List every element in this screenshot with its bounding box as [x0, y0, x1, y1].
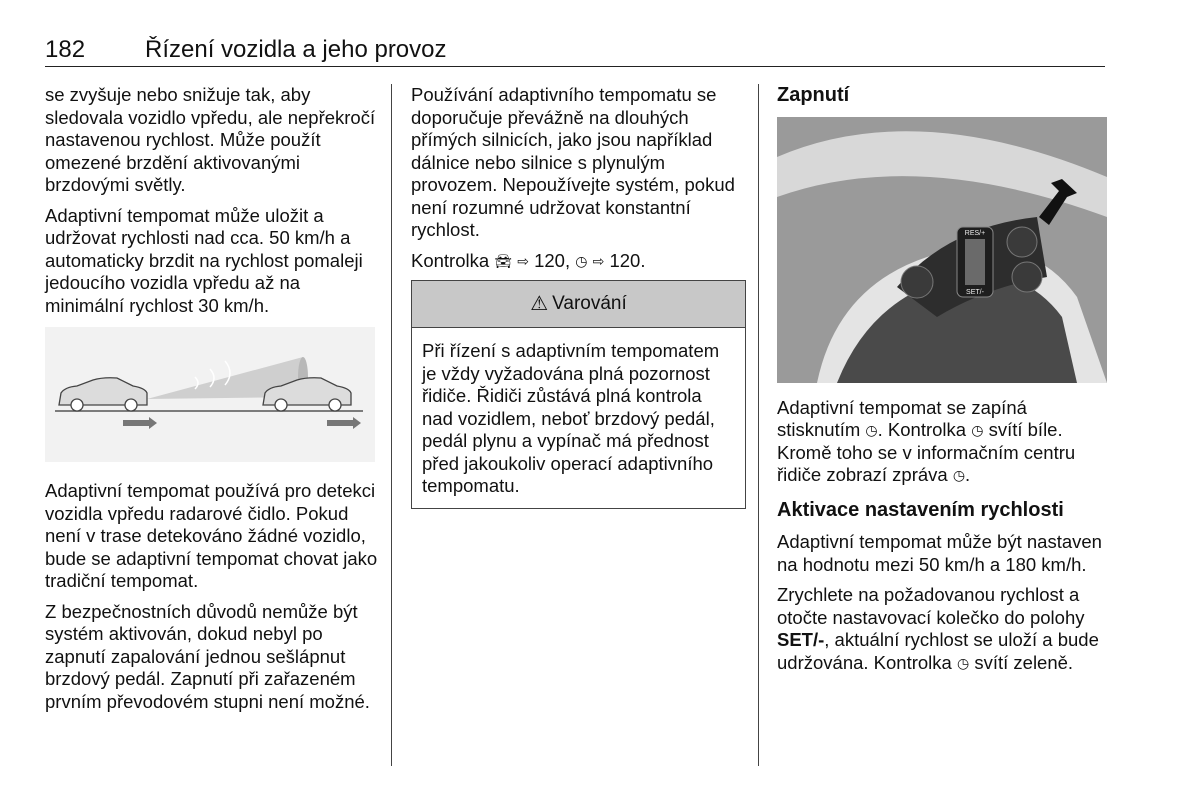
set-minus-label: SET/-: [777, 629, 825, 650]
adaptive-cruise-icon: ◷: [952, 467, 966, 483]
column-3: [777, 84, 1107, 682]
adaptive-cruise-icon: ◷: [956, 654, 970, 671]
page-reference: 120.: [609, 249, 646, 271]
steering-wheel-controls-illustration: [777, 117, 1107, 383]
adaptive-cruise-icon: ◷: [865, 422, 878, 438]
adaptive-cruise-icon: ◷: [971, 422, 984, 438]
kontrolka-label: Kontrolka: [411, 249, 490, 271]
reference-arrow-icon: ⇨: [592, 252, 605, 269]
column-divider: [391, 84, 392, 766]
column-1: [45, 84, 380, 721]
paragraph: Adaptivní tempomat může být nastaven na hodnotu mezi 50 km/h a 180 km/h.: [777, 531, 1102, 575]
paragraph: se zvyšuje nebo snižuje tak, aby sledovala vozidlo vpředu, ale nepřekročí nastavenou rychlost. Může použít omezené brzdění aktivovanými brzdovými světly.: [45, 84, 376, 195]
wheel-res-label: RES/+: [964, 229, 986, 237]
warning-header: [412, 281, 745, 328]
kontrolka-line: [411, 250, 746, 273]
paragraph: Z bezpečnostních důvodů nemůže být systém aktivován, dokud nebyl po zapnutí zapalování jednou sešlápnut brzdový pedál. Zapnutí při zařazeném prvním převodovém stupni není možné.: [45, 600, 370, 712]
paragraph: Adaptivní tempomat používá pro detekci vozidla vpředu radarové čidlo. Pokud není v trase detekováno žádné vozidlo, bude se adaptivní tempomat chovat jako tradiční tempomat.: [45, 480, 378, 591]
wheel-set-label: SET/-: [966, 288, 984, 296]
paragraph: Adaptivní tempomat se zapíná stisknutím ◷. Kontrolka ◷ svítí bíle. Kromě toho se v informačním centru řidiče zobrazí zpráva ◷.: [777, 396, 1076, 485]
paragraph: Používání adaptivního tempomatu se doporučuje převážně na dlouhých přímých silnicích, jako jsou například dálnice nebo silnice s plynulým provozem. Nepoužívejte systém, pokud není rozumné udržovat konstantní rychlost.: [411, 84, 735, 240]
section-heading: Aktivace nastavením rychlosti: [777, 498, 1064, 521]
warning-box: [411, 280, 746, 509]
adaptive-cruise-icon: ◷: [575, 252, 588, 269]
warning-triangle-icon: ⚠︎: [530, 292, 549, 315]
radar-detection-illustration: [45, 327, 375, 462]
page-title: Řízení vozidla a jeho provoz: [145, 36, 447, 63]
page-reference: 120,: [534, 249, 571, 271]
paragraph: Zrychlete na požadovanou rychlost a otočte nastavovací kolečko do polohy SET/-, aktuální rychlost se uloží a bude udržována. Kontrolka ◷ svítí zeleně.: [777, 584, 1099, 673]
section-heading: Zapnutí: [777, 84, 850, 106]
column-2: [411, 84, 746, 509]
column-divider: [758, 84, 759, 766]
reference-arrow-icon: ⇨: [517, 252, 529, 269]
page-number: 182: [45, 36, 86, 63]
car-icon: 🚘︎: [494, 252, 513, 269]
warning-title: Varování: [552, 292, 627, 314]
paragraph: Adaptivní tempomat může uložit a udržovat rychlosti nad cca. 50 km/h a automaticky brzdit na rychlost pomaleji jedoucího vozidla vpředu až na minimální rychlost 30 km/h.: [45, 204, 363, 316]
warning-text: Při řízení s adaptivním tempomatem je vždy vyžadována plná pozornost řidiče. Řidiči zůstává plná kontrola nad vozidlem, neboť brzdový pedál, pedál plynu a vypínač má přednost před jakoukoliv operací adaptivního tempomatu.: [422, 340, 720, 496]
page-header: [45, 36, 1105, 67]
